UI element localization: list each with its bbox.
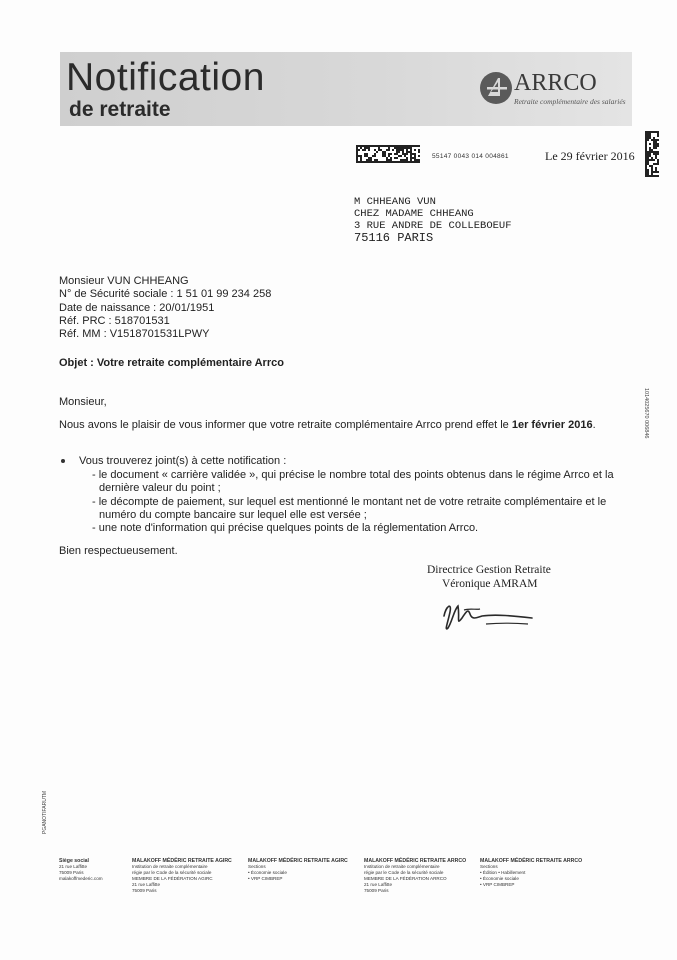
footer-line: Sections (480, 864, 498, 869)
footer-column (59, 858, 103, 882)
footer-line: • VRP CIMBREP (480, 882, 515, 887)
identity-ref-prc: Réf. PRC : 518701531 (59, 314, 170, 327)
footer-line: 21 rue Laffitte (364, 882, 393, 887)
handwritten-signature (436, 596, 536, 636)
footer-line: • Économie sociale (480, 876, 519, 881)
identity-ref-mm: Réf. MM : V1518701531LPWY (59, 328, 210, 341)
paragraph-text: Nous avons le plaisir de vous informer que votre retraite complémentaire Arrco prend effet le (59, 419, 512, 431)
letter-date: Le 29 février 2016 (545, 149, 635, 163)
footer-line: MEMBRE DE LA FÉDÉRATION ARRCO (364, 876, 447, 881)
recipient-address (354, 196, 512, 245)
footer-heading: MALAKOFF MÉDÉRIC RETRAITE ARRCO (364, 858, 467, 864)
brand-name: ARRCO (514, 70, 597, 96)
attachments-list (92, 469, 614, 535)
footer-line: 75009 Paris (132, 888, 157, 893)
paragraph-effective-date (59, 419, 596, 431)
side-datamatrix-icon (645, 131, 659, 177)
datamatrix-code-icon (356, 145, 420, 163)
footer-heading: MALAKOFF MÉDÉRIC RETRAITE AGIRC (132, 858, 232, 864)
footer-heading: MALAKOFF MÉDÉRIC RETRAITE AGIRC (248, 858, 348, 864)
footer-line: 75009 Paris (59, 870, 84, 875)
footer-column (132, 858, 232, 894)
effective-date: 1er février 2016 (511, 419, 593, 431)
notification-title: Notification (66, 56, 265, 99)
list-item: dernière valeur du point ; (99, 482, 221, 495)
signer-block (427, 564, 551, 591)
footer-column (248, 858, 348, 882)
bullet-icon (61, 459, 65, 463)
footer-line: régie par le Code de la sécurité sociale (132, 870, 212, 875)
footer-heading: MALAKOFF MÉDÉRIC RETRAITE ARRCO (480, 858, 583, 864)
footer-line: • VRP CIMBREP (248, 876, 283, 881)
footer-heading: Siège social (59, 858, 89, 864)
salutation: Monsieur, (59, 396, 107, 408)
address-line: 3 RUE ANDRE DE COLLEBOEUF (354, 220, 512, 232)
list-item: numéro du compte bancaire sur lequel elle est versée ; (99, 508, 367, 521)
footer-line: MEMBRE DE LA FÉDÉRATION AGIRC (132, 876, 213, 881)
side-reference-code: 1014025670 006846 (643, 388, 649, 439)
footer-line: • Économie sociale (248, 870, 287, 875)
brand-tagline: Retraite complémentaire des salariés (514, 97, 626, 106)
footer-column (480, 858, 582, 888)
identity-block (59, 275, 271, 341)
attachments-intro: Vous trouverez joint(s) à cette notification : (79, 455, 287, 467)
identity-ssn: N° de Sécurité sociale : 1 51 01 99 234 258 (59, 288, 272, 301)
identity-birthdate: Date de naissance : 20/01/1951 (59, 301, 215, 314)
side-form-code: PGANOTIFARUTM (42, 790, 48, 834)
footer-line: 21 rue Laffitte (59, 864, 88, 869)
footer-line: Sections (248, 864, 266, 869)
list-item: - le décompte de paiement, sur lequel est mentionné le montant net de votre retraite complémentaire et le (92, 495, 607, 508)
signer-role: Directrice Gestion Retraite (427, 564, 551, 576)
footer-line: Institution de retraite complémentaire (132, 864, 208, 869)
notification-subtitle: de retraite (69, 98, 171, 121)
address-line: 75116 PARIS (354, 231, 434, 245)
footer-line: 21 rue Laffitte (132, 882, 161, 887)
footer-line: Institution de retraite complémentaire (364, 864, 440, 869)
closing-line: Bien respectueusement. (59, 545, 178, 557)
list-item: - le document « carrière validée », qui précise le nombre total des points obtenus dans le régime Arrco et la (92, 469, 614, 481)
subject-line: Objet : Votre retraite complémentaire Arrco (59, 357, 284, 369)
footer-line: régie par le Code de la sécurité sociale (364, 870, 444, 875)
footer-line: • Édition • Habillement (480, 870, 526, 875)
address-line: CHEZ MADAME CHHEANG (354, 208, 474, 220)
identity-name: Monsieur VUN CHHEANG (59, 275, 189, 287)
list-item: - une note d'information qui précise quelques points de la réglementation Arrco. (92, 522, 479, 535)
address-line: M CHHEANG VUN (354, 196, 436, 208)
footer-line: malakoffmederic.com (59, 876, 103, 881)
footer-column (364, 858, 466, 894)
paragraph-end: . (592, 419, 596, 431)
arrco-logo-icon (479, 71, 513, 105)
footer-line: 75009 Paris (364, 888, 389, 893)
signer-name: Véronique AMRAM (442, 577, 538, 590)
reference-code: 55147 0043 014 004861 (432, 153, 509, 160)
